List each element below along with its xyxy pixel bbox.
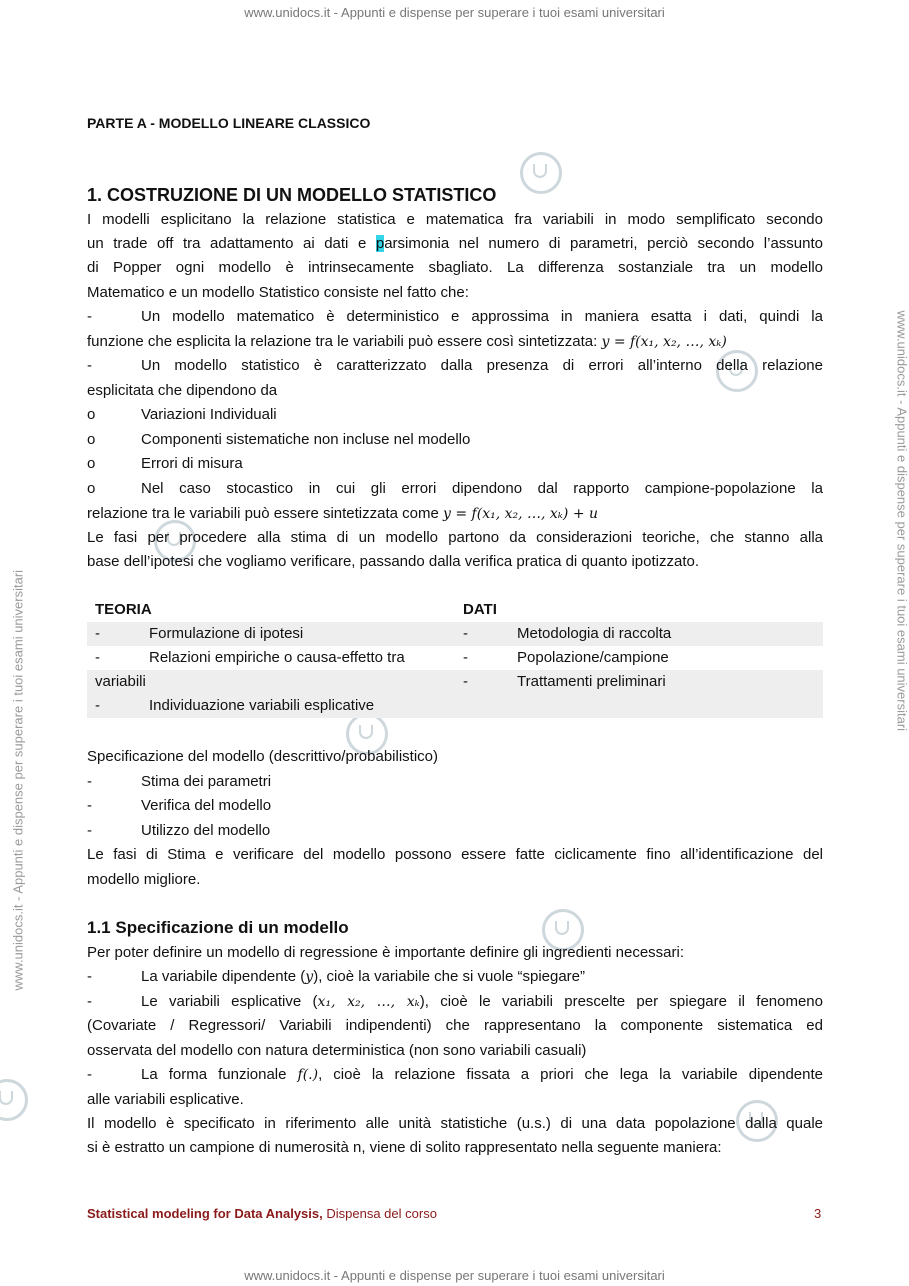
section-heading: 1. COSTRUZIONE DI UN MODELLO STATISTICO bbox=[87, 185, 497, 205]
table-header-row bbox=[87, 598, 823, 622]
footer-course-title: Statistical modeling for Data Analysis, Dispensa del corso bbox=[87, 1206, 437, 1221]
paragraph-line: base dell’ipotesi che vogliamo verificare, passando dalla verifica pratica di quanto ipotizzato. bbox=[87, 553, 700, 570]
sub-list-item-continuation: relazione tra le variabili può essere sintetizzata come y = f(x₁, x₂, …, xₖ) + u bbox=[87, 505, 599, 522]
watermark-top: www.unidocs.it - Appunti e dispense per superare i tuoi esami universitari bbox=[244, 5, 665, 20]
formula: f(.) bbox=[297, 1067, 319, 1083]
formula: y bbox=[305, 969, 314, 985]
paragraph-line: modello migliore. bbox=[87, 871, 201, 888]
paragraph-line: si è estratto un campione di numerosità n, viene di solito rappresentato nella seguente maniera: bbox=[87, 1139, 722, 1156]
watermark-bottom: www.unidocs.it - Appunti e dispense per superare i tuoi esami universitari bbox=[244, 1268, 665, 1283]
table-row: - Relazioni empiriche o causa-effetto tra - Popolazione/campione bbox=[95, 649, 669, 666]
paragraph-line: I modelli esplicitano la relazione statistica e matematica fra variabili in modo semplificato secondo bbox=[87, 211, 823, 228]
paragraph-line: Le fasi per procedere alla stima di un modello partono da considerazioni teoriche, che stanno alla bbox=[87, 529, 823, 546]
paragraph-line: Il modello è specificato in riferimento alle unità statistiche (u.s.) di una data popolazione dalla quale bbox=[87, 1115, 823, 1132]
list-item-continuation: funzione che esplicita la relazione tra le variabili può essere così sintetizzata: y = f(x₁, x₂, …, xₖ) bbox=[87, 333, 727, 350]
list-item-continuation: alle variabili esplicative. bbox=[87, 1091, 244, 1108]
list-item-continuation: (Covariate / Regressori/ Variabili indipendenti) che rappresentano la componente sistematica ed bbox=[87, 1017, 823, 1034]
formula: y = f(x₁, x₂, …, xₖ) + u bbox=[443, 506, 599, 522]
paragraph-line: Specificazione del modello (descrittivo/probabilistico) bbox=[87, 748, 438, 765]
list-item-continuation: osservata del modello con natura deterministica (non sono variabili casuali) bbox=[87, 1042, 587, 1059]
subsection-heading: 1.1 Specificazione di un modello bbox=[87, 918, 349, 937]
paragraph-line: Le fasi di Stima e verificare del modello possono essere fatte ciclicamente fino all’identificazione del bbox=[87, 846, 823, 863]
theory-data-table bbox=[87, 598, 823, 720]
table-row: - Formulazione di ipotesi - Metodologia di raccolta bbox=[87, 622, 823, 646]
table-row: variabili - Trattamenti preliminari bbox=[87, 670, 823, 694]
table-header-theory: TEORIA bbox=[95, 601, 152, 618]
paragraph-line: Per poter definire un modello di regressione è importante definire gli ingredienti necessari: bbox=[87, 944, 684, 961]
watermark-right: www.unidocs.it - Appunti e dispense per superare i tuoi esami universitari bbox=[894, 310, 909, 732]
part-title: PARTE A - MODELLO LINEARE CLASSICO bbox=[87, 115, 371, 131]
page-number: 3 bbox=[814, 1206, 822, 1221]
watermark-left: www.unidocs.it - Appunti e dispense per superare i tuoi esami universitari bbox=[10, 569, 26, 991]
formula: x₁, x₂, …, xₖ bbox=[317, 994, 420, 1010]
paragraph-line: di Popper ogni modello è intrinsecamente sbagliato. La differenza sostanziale tra un modello bbox=[87, 259, 823, 276]
paragraph-line: un trade off tra adattamento ai dati e parsimonia nel numero di parametri, perciò secondo l’assunto bbox=[87, 235, 823, 252]
unidocs-logo-icon bbox=[0, 1079, 28, 1121]
text-cursor-highlight: p bbox=[375, 235, 385, 252]
list-item-continuation: esplicitata che dipendono da bbox=[87, 382, 278, 399]
table-row: - Individuazione variabili esplicative bbox=[87, 694, 823, 718]
formula: y = f(x₁, x₂, …, xₖ) bbox=[601, 334, 727, 350]
paragraph-line: Matematico e un modello Statistico consiste nel fatto che: bbox=[87, 284, 469, 301]
table-header-data: DATI bbox=[463, 601, 497, 618]
